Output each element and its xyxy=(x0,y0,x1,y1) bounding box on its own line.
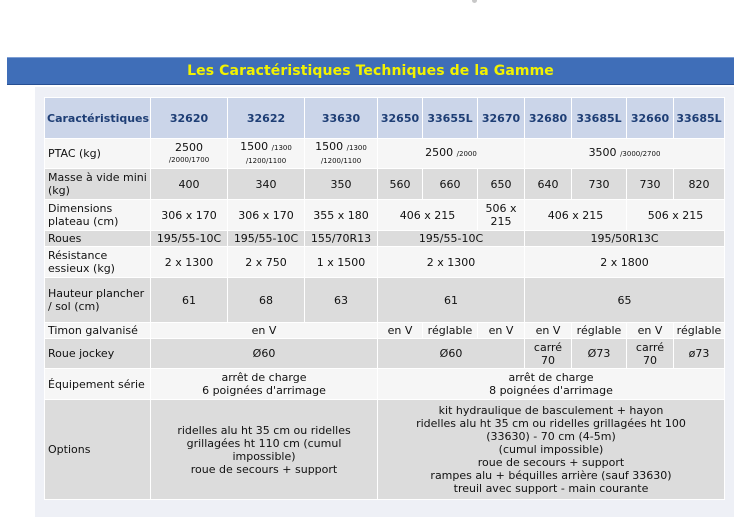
table-cell: 820 xyxy=(674,169,724,199)
table-cell: réglable xyxy=(423,323,477,338)
table-cell: 63 xyxy=(305,278,377,322)
row-label: Dimensions plateau (cm) xyxy=(45,200,150,230)
table-cell: ø73 xyxy=(674,339,724,368)
row-label: Hauteur plancher / sol (cm) xyxy=(45,278,150,322)
table-cell: 2 x 1300 xyxy=(151,247,227,277)
model-32670-header: 32670 xyxy=(478,98,524,138)
table-cell: arrêt de charge 6 poignées d'arrimage xyxy=(151,369,377,399)
table-cell: en V xyxy=(378,323,422,338)
table-cell: ridelles alu ht 35 cm ou ridelles grillagées ht 110 cm (cumul impossible) roue de secours + support xyxy=(151,400,377,499)
table-cell: 61 xyxy=(378,278,524,322)
row-ptac xyxy=(45,139,724,168)
table-cell: Ø60 xyxy=(151,339,377,368)
table-cell: 406 x 215 xyxy=(378,200,477,230)
table-cell: 306 x 170 xyxy=(151,200,227,230)
table-cell: kit hydraulique de basculement + hayon ridelles alu ht 35 cm ou ridelles grillagées ht 100 (33630) - 70 cm (4-5m) (cumul impossible) roue de secours + support rampes alu + béquilles arrière (sauf 33630) treuil avec support - main courante xyxy=(378,400,724,499)
header-row xyxy=(45,98,724,138)
table-cell: réglable xyxy=(674,323,724,338)
model-33685l-header: 33685L xyxy=(572,98,626,138)
table-cell: 2 x 1300 xyxy=(378,247,524,277)
model-32680-header: 32680 xyxy=(525,98,571,138)
model-32620-header: 32620 xyxy=(151,98,227,138)
row-jockey xyxy=(45,339,724,368)
table-cell: 2500 /2000 xyxy=(378,139,524,168)
table-cell: en V xyxy=(151,323,377,338)
row-masse xyxy=(45,169,724,199)
row-dimensions xyxy=(45,200,724,230)
row-label: Masse à vide mini (kg) xyxy=(45,169,150,199)
table-cell: 68 xyxy=(228,278,304,322)
table-cell: 650 xyxy=(478,169,524,199)
table-cell: 61 xyxy=(151,278,227,322)
table-cell: Ø60 xyxy=(378,339,524,368)
table-cell: 1500 /1300 /1200/1100 xyxy=(305,139,377,168)
table-cell: en V xyxy=(525,323,571,338)
table-cell: 506 x 215 xyxy=(627,200,724,230)
table-cell: arrêt de charge 8 poignées d'arrimage xyxy=(378,369,724,399)
model-32622-header: 32622 xyxy=(228,98,304,138)
row-label: Roue jockey xyxy=(45,339,150,368)
table-cell: 355 x 180 xyxy=(305,200,377,230)
model-33685l-b-header: 33685L xyxy=(674,98,724,138)
row-label: Options xyxy=(45,400,150,499)
row-label: PTAC (kg) xyxy=(45,139,150,168)
header-label: Caractéristiques xyxy=(45,98,150,138)
table-cell: 640 xyxy=(525,169,571,199)
table-cell: 1 x 1500 xyxy=(305,247,377,277)
row-options xyxy=(45,400,724,499)
title-bar xyxy=(7,57,734,85)
table-cell: 195/55-10C xyxy=(228,231,304,246)
table-cell: carré 70 xyxy=(627,339,673,368)
table-cell: 306 x 170 xyxy=(228,200,304,230)
table-cell: 195/55-10C xyxy=(378,231,524,246)
table-cell: 560 xyxy=(378,169,422,199)
table-cell: 195/50R13C xyxy=(525,231,724,246)
table-cell: 2 x 1800 xyxy=(525,247,724,277)
table-cell: 730 xyxy=(627,169,673,199)
table-cell: 2500 /2000/1700 xyxy=(151,139,227,168)
row-resistance xyxy=(45,247,724,277)
row-hauteur xyxy=(45,278,724,322)
table-cell: 340 xyxy=(228,169,304,199)
row-timon xyxy=(45,323,724,338)
row-roues xyxy=(45,231,724,246)
table-cell: Ø73 xyxy=(572,339,626,368)
table-cell: 406 x 215 xyxy=(525,200,626,230)
table-cell: 660 xyxy=(423,169,477,199)
table-cell: 400 xyxy=(151,169,227,199)
model-33630-header: 33630 xyxy=(305,98,377,138)
table-cell: en V xyxy=(478,323,524,338)
table-cell: carré 70 xyxy=(525,339,571,368)
row-label: Roues xyxy=(45,231,150,246)
model-32650-header: 32650 xyxy=(378,98,422,138)
table-cell: 350 xyxy=(305,169,377,199)
table-cell: 155/70R13 xyxy=(305,231,377,246)
table-cell: 506 x 215 xyxy=(478,200,524,230)
row-label: Résistance essieux (kg) xyxy=(45,247,150,277)
row-label: Équipement série xyxy=(45,369,150,399)
specs-table xyxy=(44,97,725,500)
model-32660-header: 32660 xyxy=(627,98,673,138)
table-cell: 2 x 750 xyxy=(228,247,304,277)
table-cell: 1500 /1300 /1200/1100 xyxy=(228,139,304,168)
table-cell: 65 xyxy=(525,278,724,322)
table-cell: en V xyxy=(627,323,673,338)
table-cell: 195/55-10C xyxy=(151,231,227,246)
model-33655l-header: 33655L xyxy=(423,98,477,138)
table-cell: 3500 /3000/2700 xyxy=(525,139,724,168)
table-cell: 730 xyxy=(572,169,626,199)
page-title: Les Caractéristiques Techniques de la Gamme xyxy=(187,63,554,79)
row-label: Timon galvanisé xyxy=(45,323,150,338)
row-equipement xyxy=(45,369,724,399)
decorative-dot xyxy=(472,0,477,3)
table-cell: réglable xyxy=(572,323,626,338)
